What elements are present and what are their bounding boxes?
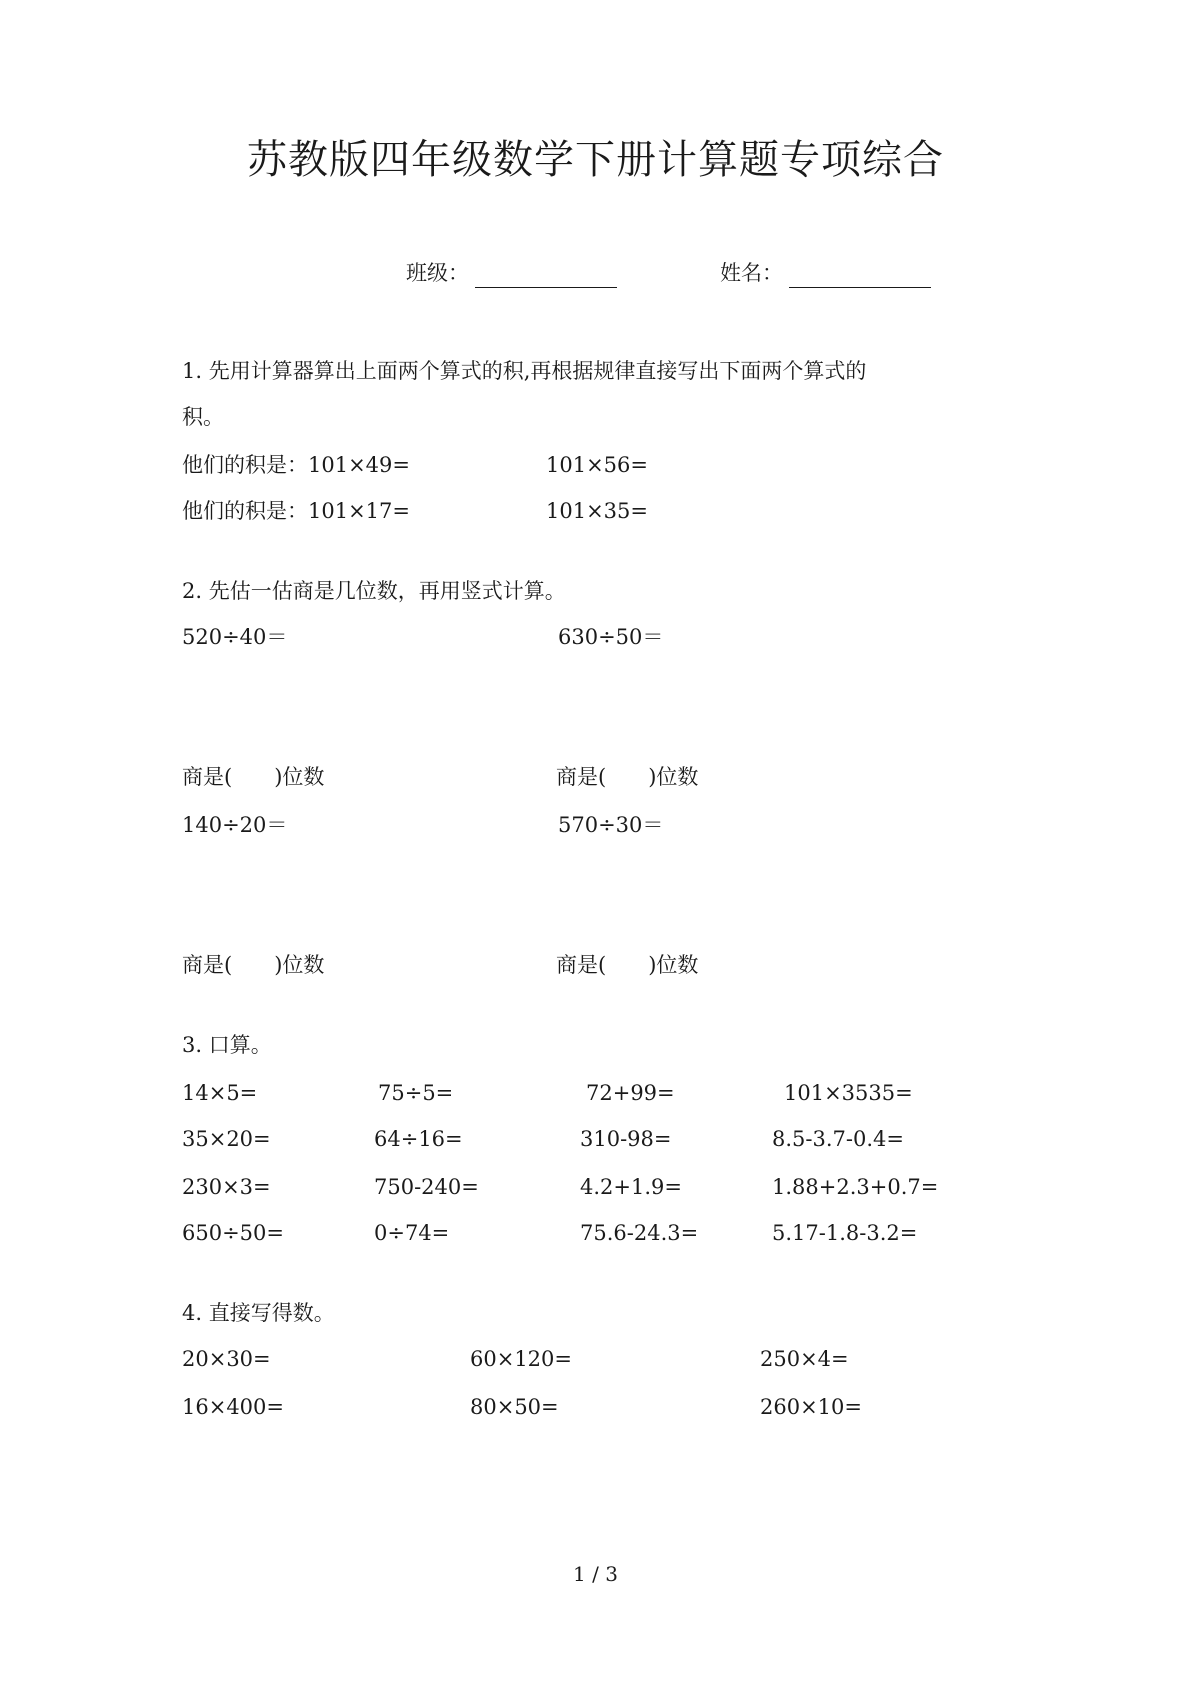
q3-item: 310-98= [580,1127,672,1151]
q3-item: 230×3= [182,1175,271,1199]
page-number: 1 / 3 [573,1562,618,1586]
q3-item: 1.88+2.3+0.7= [772,1175,939,1199]
q3-item: 0÷74= [374,1221,450,1245]
q2-problem-4: 570÷30＝ [558,813,664,837]
q4-item: 60×120= [470,1347,572,1371]
q3-item: 101×3535= [784,1081,913,1105]
name-blank[interactable] [789,265,931,288]
name-label: 姓名： [720,261,783,285]
name-field [720,258,931,288]
q3-item: 650÷50= [182,1221,284,1245]
class-field [406,258,617,288]
q2-answer-1: 商是( )位数 [182,765,325,789]
q3-item: 5.17-1.8-3.2= [772,1221,918,1245]
q3-item: 750-240= [374,1175,479,1199]
q2-problem-1: 520÷40＝ [182,625,288,649]
q1-row1-right: 101×56= [546,453,648,477]
q4-item: 80×50= [470,1395,559,1419]
q3-heading: 3. 口算。 [182,1033,272,1057]
q3-item: 14×5= [182,1081,258,1105]
q4-item: 20×30= [182,1347,271,1371]
q4-item: 250×4= [760,1347,849,1371]
q3-item: 4.2+1.9= [580,1175,682,1199]
q4-heading: 4. 直接写得数。 [182,1301,335,1325]
q3-item: 8.5-3.7-0.4= [772,1127,904,1151]
q1-row1-left: 他们的积是：101×49= [182,453,410,477]
q2-problem-3: 140÷20＝ [182,813,288,837]
q4-item: 16×400= [182,1395,284,1419]
q3-item: 64÷16= [374,1127,463,1151]
q3-item: 35×20= [182,1127,271,1151]
q3-item: 72+99= [586,1081,675,1105]
page-title: 苏教版四年级数学下册计算题专项综合 [247,137,944,183]
q2-problem-2: 630÷50＝ [558,625,664,649]
q2-answer-3: 商是( )位数 [182,953,325,977]
q2-answer-4: 商是( )位数 [556,953,699,977]
q1-row2-left: 他们的积是：101×17= [182,499,410,523]
class-label: 班级： [406,261,469,285]
q4-item: 260×10= [760,1395,862,1419]
q3-item: 75÷5= [378,1081,454,1105]
q3-item: 75.6-24.3= [580,1221,699,1245]
q2-heading: 2. 先估一估商是几位数，再用竖式计算。 [182,579,566,603]
q1-row2-right: 101×35= [546,499,648,523]
q2-answer-2: 商是( )位数 [556,765,699,789]
q1-heading-line1: 1. 先用计算器算出上面两个算式的积,再根据规律直接写出下面两个算式的 [182,359,867,383]
class-blank[interactable] [475,265,617,288]
q1-heading-line2: 积。 [182,405,224,429]
